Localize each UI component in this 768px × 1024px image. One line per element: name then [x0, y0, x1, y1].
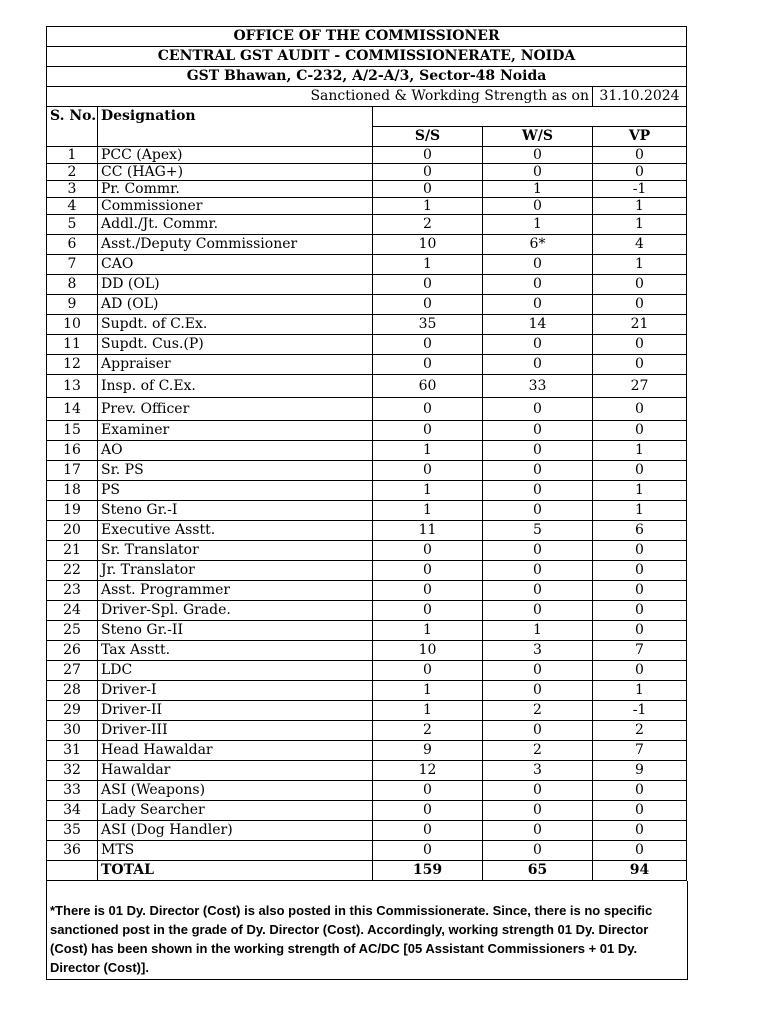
row-designation: Lady Searcher [98, 801, 373, 821]
row-vp: 0 [593, 781, 687, 801]
row-ss: 1 [373, 681, 483, 701]
row-designation: Addl./Jt. Commr. [98, 215, 373, 235]
table-row [47, 335, 687, 355]
row-sno: 31 [47, 741, 98, 761]
row-ws: 0 [483, 441, 593, 461]
row-vp: 0 [593, 841, 687, 861]
row-ws: 0 [483, 801, 593, 821]
row-designation: PS [98, 481, 373, 501]
row-ws: 0 [483, 821, 593, 841]
row-designation: Jr. Translator [98, 561, 373, 581]
row-designation: LDC [98, 661, 373, 681]
row-designation: ASI (Dog Handler) [98, 821, 373, 841]
row-sno: 14 [47, 398, 98, 421]
row-vp: 7 [593, 741, 687, 761]
row-ss: 60 [373, 375, 483, 398]
row-sno: 9 [47, 295, 98, 315]
strength-sheet [46, 26, 686, 980]
strength-label: Sanctioned & Workding Strength as on [47, 87, 593, 107]
footnote: *There is 01 Dy. Director (Cost) is also posted in this Commissionerate. Since, there is no specific sanctioned post in the grade of Dy. Director (Cost). Accordingly, working strength 01 Dy. Director (Cost) has been shown in the working strength of AC/DC [05 Assistant Commissioners + 01 Dy. Director (Cost)]. [46, 881, 688, 980]
row-ws: 0 [483, 275, 593, 295]
row-ss: 0 [373, 581, 483, 601]
strength-table [46, 26, 687, 881]
row-designation: Prev. Officer [98, 398, 373, 421]
row-sno: 12 [47, 355, 98, 375]
row-designation: Examiner [98, 421, 373, 441]
row-designation: Asst. Programmer [98, 581, 373, 601]
row-ws: 0 [483, 501, 593, 521]
row-vp: 1 [593, 215, 687, 235]
row-sno: 6 [47, 235, 98, 255]
row-ws: 0 [483, 781, 593, 801]
row-ss: 1 [373, 198, 483, 215]
row-ws: 6* [483, 235, 593, 255]
row-vp: 0 [593, 421, 687, 441]
row-vp: 1 [593, 441, 687, 461]
row-designation: ASI (Weapons) [98, 781, 373, 801]
total-ss: 159 [373, 861, 483, 881]
row-ss: 9 [373, 741, 483, 761]
row-vp: 21 [593, 315, 687, 335]
row-designation: Driver-I [98, 681, 373, 701]
row-sno: 18 [47, 481, 98, 501]
row-sno: 19 [47, 501, 98, 521]
row-designation: Sr. Translator [98, 541, 373, 561]
row-designation: Appraiser [98, 355, 373, 375]
table-row [47, 681, 687, 701]
table-row [47, 621, 687, 641]
row-ws: 0 [483, 601, 593, 621]
row-ss: 1 [373, 501, 483, 521]
row-designation: Head Hawaldar [98, 741, 373, 761]
row-ss: 1 [373, 621, 483, 641]
row-sno: 30 [47, 721, 98, 741]
row-ws: 0 [483, 681, 593, 701]
row-ws: 0 [483, 147, 593, 164]
row-sno: 32 [47, 761, 98, 781]
row-ss: 2 [373, 721, 483, 741]
row-vp: 4 [593, 235, 687, 255]
row-ss: 0 [373, 421, 483, 441]
row-sno: 8 [47, 275, 98, 295]
row-ws: 1 [483, 621, 593, 641]
row-designation: Supdt. of C.Ex. [98, 315, 373, 335]
row-designation: AO [98, 441, 373, 461]
table-row [47, 541, 687, 561]
row-sno: 3 [47, 181, 98, 198]
office-title: OFFICE OF THE COMMISSIONER [47, 27, 687, 47]
row-ss: 0 [373, 841, 483, 861]
row-ss: 10 [373, 641, 483, 661]
col-ss-header: S/S [373, 127, 483, 147]
row-sno: 20 [47, 521, 98, 541]
row-ss: 11 [373, 521, 483, 541]
row-ws: 0 [483, 581, 593, 601]
row-sno: 1 [47, 147, 98, 164]
row-vp: 0 [593, 541, 687, 561]
row-ss: 0 [373, 181, 483, 198]
table-row [47, 275, 687, 295]
row-vp: 0 [593, 621, 687, 641]
row-vp: 0 [593, 335, 687, 355]
row-designation: CAO [98, 255, 373, 275]
row-sno: 25 [47, 621, 98, 641]
row-ss: 12 [373, 761, 483, 781]
row-ws: 2 [483, 741, 593, 761]
table-row [47, 355, 687, 375]
row-designation: AD (OL) [98, 295, 373, 315]
row-sno: 29 [47, 701, 98, 721]
row-ss: 0 [373, 661, 483, 681]
row-ss: 1 [373, 481, 483, 501]
commissionerate-title: CENTRAL GST AUDIT - COMMISSIONERATE, NOIDA [47, 47, 687, 67]
row-designation: Driver-II [98, 701, 373, 721]
row-vp: 0 [593, 821, 687, 841]
row-designation: Insp. of C.Ex. [98, 375, 373, 398]
row-ss: 0 [373, 398, 483, 421]
table-row [47, 701, 687, 721]
row-sno: 35 [47, 821, 98, 841]
row-designation: Supdt. Cus.(P) [98, 335, 373, 355]
row-ws: 0 [483, 355, 593, 375]
table-row [47, 781, 687, 801]
col-designation-header: Designation [98, 107, 373, 147]
table-row [47, 375, 687, 398]
row-ss: 0 [373, 541, 483, 561]
row-ws: 3 [483, 641, 593, 661]
row-vp: 0 [593, 164, 687, 181]
row-sno: 16 [47, 441, 98, 461]
row-ws: 14 [483, 315, 593, 335]
row-ws: 0 [483, 561, 593, 581]
row-designation: Tax Asstt. [98, 641, 373, 661]
table-row [47, 235, 687, 255]
table-row [47, 295, 687, 315]
row-ss: 0 [373, 461, 483, 481]
row-designation: Executive Asstt. [98, 521, 373, 541]
row-ss: 0 [373, 355, 483, 375]
row-sno: 17 [47, 461, 98, 481]
row-sno: 2 [47, 164, 98, 181]
row-ss: 0 [373, 275, 483, 295]
row-designation: Pr. Commr. [98, 181, 373, 198]
row-ws: 0 [483, 461, 593, 481]
row-ws: 33 [483, 375, 593, 398]
row-ws: 3 [483, 761, 593, 781]
row-vp: 1 [593, 481, 687, 501]
row-vp: 2 [593, 721, 687, 741]
row-ws: 2 [483, 701, 593, 721]
total-sno [47, 861, 98, 881]
row-vp: -1 [593, 701, 687, 721]
row-designation: CC (HAG+) [98, 164, 373, 181]
row-ws: 0 [483, 198, 593, 215]
row-ss: 1 [373, 701, 483, 721]
row-sno: 26 [47, 641, 98, 661]
table-row [47, 398, 687, 421]
col-header-spacer [373, 107, 687, 127]
row-vp: 0 [593, 355, 687, 375]
table-row [47, 721, 687, 741]
row-sno: 11 [47, 335, 98, 355]
table-row [47, 841, 687, 861]
col-sno-header: S. No. [47, 107, 98, 147]
row-ss: 2 [373, 215, 483, 235]
row-vp: 0 [593, 275, 687, 295]
table-row [47, 198, 687, 215]
row-designation: Asst./Deputy Commissioner [98, 235, 373, 255]
row-ss: 0 [373, 295, 483, 315]
row-vp: 0 [593, 561, 687, 581]
row-sno: 22 [47, 561, 98, 581]
row-sno: 21 [47, 541, 98, 561]
row-ws: 0 [483, 164, 593, 181]
row-designation: Steno Gr.-I [98, 501, 373, 521]
row-vp: 9 [593, 761, 687, 781]
total-ws: 65 [483, 861, 593, 881]
table-row [47, 741, 687, 761]
row-vp: 7 [593, 641, 687, 661]
row-ss: 0 [373, 164, 483, 181]
row-vp: 1 [593, 501, 687, 521]
total-row [47, 861, 687, 881]
row-designation: Driver-Spl. Grade. [98, 601, 373, 621]
row-sno: 23 [47, 581, 98, 601]
total-vp: 94 [593, 861, 687, 881]
row-vp: 1 [593, 255, 687, 275]
row-ss: 1 [373, 255, 483, 275]
row-designation: DD (OL) [98, 275, 373, 295]
row-vp: 6 [593, 521, 687, 541]
table-row [47, 821, 687, 841]
col-ws-header: W/S [483, 127, 593, 147]
row-vp: 0 [593, 581, 687, 601]
row-vp: 0 [593, 661, 687, 681]
row-designation: Driver-III [98, 721, 373, 741]
row-ws: 0 [483, 295, 593, 315]
total-label: TOTAL [98, 861, 373, 881]
row-ws: 0 [483, 721, 593, 741]
address-line: GST Bhawan, C-232, A/2-A/3, Sector-48 Noida [47, 67, 687, 87]
row-vp: 0 [593, 601, 687, 621]
row-ss: 1 [373, 441, 483, 461]
row-designation: MTS [98, 841, 373, 861]
table-row [47, 461, 687, 481]
row-ss: 0 [373, 821, 483, 841]
table-row [47, 561, 687, 581]
row-sno: 24 [47, 601, 98, 621]
row-ss: 0 [373, 601, 483, 621]
table-row [47, 641, 687, 661]
row-vp: 0 [593, 461, 687, 481]
row-ws: 0 [483, 255, 593, 275]
row-ss: 0 [373, 147, 483, 164]
row-sno: 15 [47, 421, 98, 441]
row-sno: 34 [47, 801, 98, 821]
row-vp: 0 [593, 147, 687, 164]
row-sno: 33 [47, 781, 98, 801]
table-row [47, 421, 687, 441]
row-sno: 5 [47, 215, 98, 235]
row-ss: 0 [373, 561, 483, 581]
row-ws: 0 [483, 481, 593, 501]
row-ss: 35 [373, 315, 483, 335]
table-row [47, 661, 687, 681]
row-designation: Steno Gr.-II [98, 621, 373, 641]
row-sno: 7 [47, 255, 98, 275]
row-vp: 0 [593, 398, 687, 421]
row-sno: 13 [47, 375, 98, 398]
table-row [47, 581, 687, 601]
table-row [47, 601, 687, 621]
table-row [47, 481, 687, 501]
row-ws: 0 [483, 335, 593, 355]
col-vp-header: VP [593, 127, 687, 147]
row-vp: 0 [593, 295, 687, 315]
row-designation: Sr. PS [98, 461, 373, 481]
row-ws: 1 [483, 181, 593, 198]
strength-date: 31.10.2024 [593, 87, 687, 107]
table-row [47, 215, 687, 235]
row-ss: 0 [373, 781, 483, 801]
table-row [47, 521, 687, 541]
table-row [47, 255, 687, 275]
row-sno: 4 [47, 198, 98, 215]
row-vp: 1 [593, 198, 687, 215]
row-ws: 5 [483, 521, 593, 541]
row-ws: 0 [483, 661, 593, 681]
row-vp: 1 [593, 681, 687, 701]
row-vp: 27 [593, 375, 687, 398]
table-row [47, 181, 687, 198]
row-designation: Hawaldar [98, 761, 373, 781]
row-ss: 0 [373, 801, 483, 821]
row-sno: 27 [47, 661, 98, 681]
row-designation: PCC (Apex) [98, 147, 373, 164]
row-ws: 0 [483, 841, 593, 861]
row-ss: 0 [373, 335, 483, 355]
table-row [47, 801, 687, 821]
table-row [47, 164, 687, 181]
row-vp: 0 [593, 801, 687, 821]
row-ss: 10 [373, 235, 483, 255]
row-ws: 0 [483, 541, 593, 561]
row-sno: 28 [47, 681, 98, 701]
row-ws: 0 [483, 421, 593, 441]
row-ws: 1 [483, 215, 593, 235]
table-row [47, 501, 687, 521]
row-sno: 10 [47, 315, 98, 335]
row-ws: 0 [483, 398, 593, 421]
table-row [47, 441, 687, 461]
row-vp: -1 [593, 181, 687, 198]
row-sno: 36 [47, 841, 98, 861]
row-designation: Commissioner [98, 198, 373, 215]
table-row [47, 147, 687, 164]
table-row [47, 761, 687, 781]
table-row [47, 315, 687, 335]
